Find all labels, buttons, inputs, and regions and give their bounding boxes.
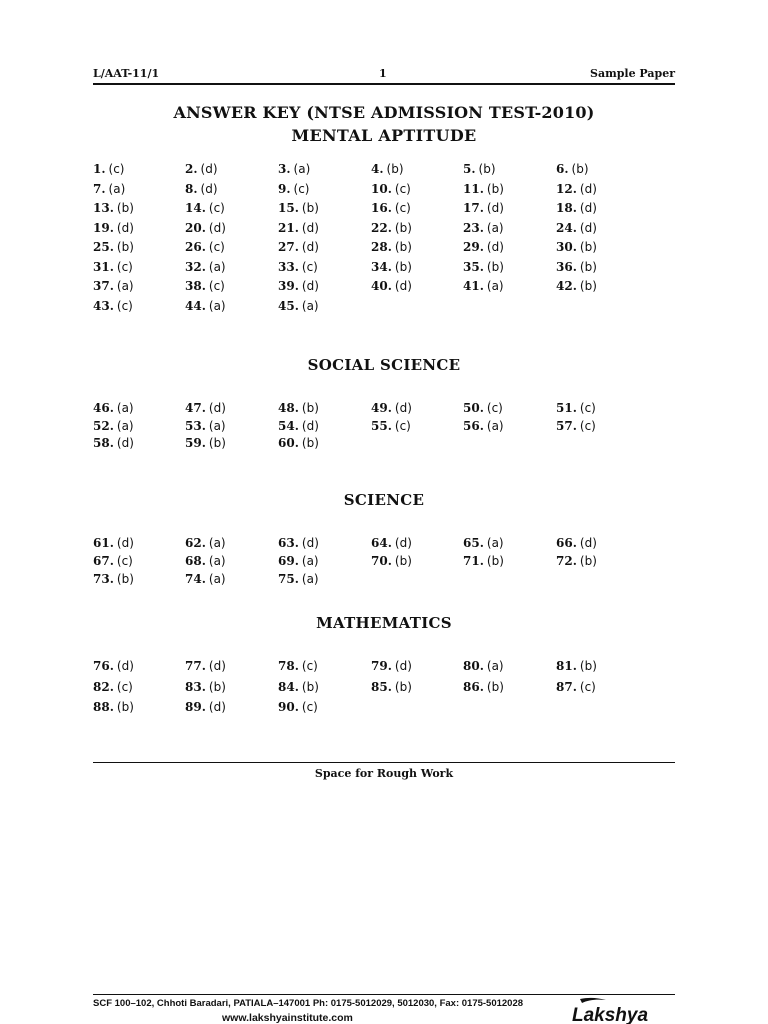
question-number: 75. (278, 572, 299, 586)
answer-item (463, 182, 504, 196)
answer-item (556, 554, 597, 568)
question-number: 30. (556, 240, 577, 254)
question-number: 9. (278, 181, 291, 196)
answer-item (278, 279, 319, 293)
answer-option: (d) (486, 201, 504, 215)
question-number: 57. (556, 418, 577, 433)
answer-option: (c) (301, 259, 318, 274)
answer-item (463, 401, 503, 415)
answer-option: (d) (301, 220, 319, 235)
answer-item (556, 659, 597, 673)
answer-item (556, 221, 597, 235)
answer-item (556, 536, 597, 550)
answer-item (371, 182, 411, 196)
answer-item (93, 419, 134, 433)
answer-item (463, 221, 504, 235)
question-number: 50. (463, 401, 484, 415)
answer-item (185, 182, 218, 196)
answer-item (278, 401, 319, 415)
section-title-mental-aptitude: MENTAL APTITUDE (291, 126, 477, 145)
question-number: 55. (371, 418, 392, 433)
section-title-science: SCIENCE (343, 491, 425, 509)
question-number: 14. (185, 201, 206, 215)
question-number: 12. (556, 181, 577, 196)
question-number: 52. (93, 418, 114, 433)
answer-item (185, 572, 226, 586)
answer-option: (b) (394, 679, 412, 694)
question-number: 24. (556, 220, 577, 235)
answer-item (185, 401, 226, 415)
answer-option: (b) (579, 659, 597, 673)
question-number: 73. (93, 572, 114, 586)
question-number: 43. (93, 298, 114, 313)
answer-option: (c) (486, 401, 503, 415)
question-number: 42. (556, 279, 577, 293)
answer-option: (d) (486, 240, 504, 254)
answer-option: (d) (394, 279, 412, 293)
question-number: 3. (278, 162, 291, 176)
answer-option: (d) (301, 240, 319, 254)
answer-item (93, 279, 134, 293)
answer-item (93, 436, 134, 450)
answer-option: (d) (394, 659, 412, 673)
answer-item (278, 162, 310, 176)
answer-item (93, 536, 134, 550)
question-number: 53. (185, 418, 206, 433)
section-title-social-science: SOCIAL SCIENCE (307, 356, 461, 374)
question-number: 4. (371, 162, 384, 176)
answer-option: (b) (394, 259, 412, 274)
answer-item (185, 554, 226, 568)
answer-item (278, 572, 319, 586)
question-number: 6. (556, 162, 569, 176)
answer-item (371, 221, 412, 235)
question-number: 13. (93, 201, 114, 215)
answer-item (185, 419, 226, 433)
answer-option: (b) (579, 259, 597, 274)
answer-item (556, 401, 596, 415)
answer-item (556, 201, 597, 215)
answer-option: (a) (116, 401, 134, 415)
answer-option: (a) (208, 536, 226, 550)
question-number: 18. (556, 201, 577, 215)
answer-item (185, 536, 226, 550)
question-number: 58. (93, 436, 114, 450)
question-number: 47. (185, 401, 206, 415)
answer-item (93, 554, 133, 568)
answer-item (93, 572, 134, 586)
question-number: 68. (185, 554, 206, 568)
answer-option: (d) (301, 418, 319, 433)
answer-option: (d) (116, 436, 134, 450)
question-number: 10. (371, 181, 392, 196)
question-number: 71. (463, 554, 484, 568)
question-number: 33. (278, 259, 299, 274)
answer-item (371, 680, 412, 694)
answer-option: (a) (486, 659, 504, 673)
question-number: 80. (463, 659, 484, 673)
answer-option: (d) (116, 220, 134, 235)
question-number: 79. (371, 659, 392, 673)
answer-item (556, 182, 597, 196)
answer-item (278, 182, 310, 196)
header-rule (93, 83, 675, 85)
answer-option: (d) (301, 536, 319, 550)
question-number: 31. (93, 259, 114, 274)
answer-option: (a) (486, 279, 504, 293)
answer-option: (c) (293, 181, 310, 196)
answer-option: (d) (116, 659, 134, 673)
answer-option: (a) (301, 554, 319, 568)
question-number: 21. (278, 220, 299, 235)
paper-type: Sample Paper (590, 67, 675, 80)
answer-item (278, 299, 319, 313)
question-number: 77. (185, 659, 206, 673)
question-number: 56. (463, 418, 484, 433)
question-number: 60. (278, 436, 299, 450)
answer-option: (b) (301, 201, 319, 215)
answer-option: (d) (208, 659, 226, 673)
answer-option: (a) (116, 418, 134, 433)
answer-item (463, 201, 504, 215)
question-number: 54. (278, 418, 299, 433)
question-number: 29. (463, 240, 484, 254)
answer-option: (c) (116, 298, 133, 313)
question-number: 48. (278, 401, 299, 415)
question-number: 19. (93, 220, 114, 235)
answer-option: (a) (208, 572, 226, 586)
answer-item (463, 536, 504, 550)
footer-address: SCF 100–102, Chhoti Baradari, PATIALA–147001 Ph: 0175-5012029, 5012030, Fax: 0175-5012028 (93, 998, 524, 1009)
answer-option: (b) (116, 572, 134, 586)
answer-option: (a) (293, 162, 311, 176)
question-number: 87. (556, 679, 577, 694)
answer-option: (c) (208, 240, 225, 254)
question-number: 27. (278, 240, 299, 254)
answer-item (278, 201, 319, 215)
answer-item (556, 162, 589, 176)
answer-item (93, 401, 134, 415)
page-header (93, 66, 675, 84)
question-number: 46. (93, 401, 114, 415)
answer-option: (c) (116, 554, 133, 568)
question-number: 28. (371, 240, 392, 254)
question-number: 36. (556, 259, 577, 274)
question-number: 89. (185, 700, 206, 714)
answer-option: (c) (394, 201, 411, 215)
answer-item (556, 260, 597, 274)
question-number: 81. (556, 659, 577, 673)
answer-option: (b) (486, 181, 504, 196)
answer-option: (b) (116, 240, 134, 254)
answer-item (278, 240, 319, 254)
answer-item (463, 162, 496, 176)
answer-option: (b) (579, 240, 597, 254)
question-number: 32. (185, 259, 206, 274)
question-number: 88. (93, 700, 114, 714)
question-number: 15. (278, 201, 299, 215)
answer-option: (a) (208, 554, 226, 568)
answer-option: (d) (394, 536, 412, 550)
answer-item (93, 700, 134, 714)
section-title-mathematics: MATHEMATICS (316, 614, 452, 632)
answer-item (556, 419, 596, 433)
question-number: 20. (185, 220, 206, 235)
question-number: 39. (278, 279, 299, 293)
question-number: 64. (371, 536, 392, 550)
question-number: 44. (185, 298, 206, 313)
answer-option: (a) (208, 259, 226, 274)
answer-item (371, 554, 412, 568)
answer-item (371, 279, 412, 293)
answer-item (556, 240, 597, 254)
answer-item (278, 221, 319, 235)
answer-option: (d) (208, 401, 226, 415)
question-number: 34. (371, 259, 392, 274)
answer-item (185, 279, 225, 293)
answer-item (371, 201, 411, 215)
question-number: 25. (93, 240, 114, 254)
answer-option: (b) (486, 679, 504, 694)
answer-item (278, 436, 319, 450)
answer-item (371, 260, 412, 274)
question-number: 51. (556, 401, 577, 415)
question-number: 69. (278, 554, 299, 568)
answer-item (93, 221, 134, 235)
question-number: 74. (185, 572, 206, 586)
answer-item (185, 240, 225, 254)
answer-option: (a) (486, 220, 504, 235)
question-number: 66. (556, 536, 577, 550)
answer-item (185, 201, 225, 215)
answer-option: (b) (116, 700, 134, 714)
answer-item (371, 401, 412, 415)
question-number: 84. (278, 679, 299, 694)
answer-option: (c) (394, 418, 411, 433)
lakshya-logo (568, 997, 678, 1024)
answer-item (185, 659, 226, 673)
logo-text: Lakshya (572, 1005, 649, 1024)
question-number: 38. (185, 279, 206, 293)
question-number: 70. (371, 554, 392, 568)
question-number: 17. (463, 201, 484, 215)
answer-item (278, 700, 318, 714)
question-number: 37. (93, 279, 114, 293)
answer-item (463, 279, 504, 293)
question-number: 78. (278, 659, 299, 673)
answer-item (93, 162, 125, 176)
question-number: 49. (371, 401, 392, 415)
answer-option: (b) (394, 220, 412, 235)
answer-option: (d) (579, 201, 597, 215)
question-number: 5. (463, 162, 476, 176)
question-number: 63. (278, 536, 299, 550)
answer-option: (c) (208, 279, 225, 293)
answer-option: (d) (301, 279, 319, 293)
answer-item (278, 680, 319, 694)
question-number: 76. (93, 659, 114, 673)
rough-work-label: Space for Rough Work (314, 767, 454, 780)
answer-option: (c) (579, 401, 596, 415)
answer-option: (c) (116, 679, 133, 694)
answer-item (93, 680, 133, 694)
answer-option: (c) (108, 162, 125, 176)
question-number: 2. (185, 162, 198, 176)
answer-option: (b) (579, 554, 597, 568)
page-title: ANSWER KEY (NTSE ADMISSION TEST-2010) (173, 103, 595, 122)
answer-option: (a) (208, 298, 226, 313)
question-number: 8. (185, 181, 198, 196)
question-number: 72. (556, 554, 577, 568)
answer-item (556, 279, 597, 293)
answer-option: (c) (579, 679, 596, 694)
footer-website: www.lakshyainstitute.com (222, 1012, 353, 1024)
answer-item (278, 554, 319, 568)
answer-option: (b) (301, 401, 319, 415)
question-number: 83. (185, 679, 206, 694)
question-number: 35. (463, 259, 484, 274)
question-number: 7. (93, 181, 106, 196)
question-number: 22. (371, 220, 392, 235)
answer-option: (b) (571, 162, 589, 176)
answer-item (278, 659, 318, 673)
answer-option: (a) (486, 536, 504, 550)
answer-option: (a) (301, 572, 319, 586)
answer-option: (d) (579, 536, 597, 550)
answer-option: (a) (108, 181, 126, 196)
answer-option: (d) (394, 401, 412, 415)
answer-option: (c) (208, 201, 225, 215)
question-number: 61. (93, 536, 114, 550)
answer-option: (c) (301, 700, 318, 714)
answer-option: (b) (478, 162, 496, 176)
answer-option: (a) (208, 418, 226, 433)
answer-option: (d) (579, 181, 597, 196)
question-number: 59. (185, 436, 206, 450)
answer-option: (b) (301, 679, 319, 694)
answer-item (93, 659, 134, 673)
answer-item (463, 240, 504, 254)
answer-item (463, 260, 504, 274)
answer-option: (b) (208, 436, 226, 450)
answer-option: (b) (394, 554, 412, 568)
question-number: 85. (371, 679, 392, 694)
answer-item (185, 299, 226, 313)
answer-item (93, 182, 125, 196)
question-number: 86. (463, 679, 484, 694)
question-number: 41. (463, 279, 484, 293)
answer-item (185, 162, 218, 176)
question-number: 16. (371, 201, 392, 215)
answer-item (93, 299, 133, 313)
answer-item (185, 700, 226, 714)
question-number: 65. (463, 536, 484, 550)
answer-item (463, 659, 504, 673)
answer-item (463, 680, 504, 694)
answer-option: (b) (386, 162, 404, 176)
answer-item (93, 240, 134, 254)
answer-item (371, 162, 404, 176)
answer-item (371, 240, 412, 254)
answer-item (278, 260, 318, 274)
answer-option: (c) (394, 181, 411, 196)
answer-option: (d) (208, 220, 226, 235)
answer-option: (c) (579, 418, 596, 433)
answer-option: (b) (486, 554, 504, 568)
answer-option: (b) (579, 279, 597, 293)
answer-item (371, 419, 411, 433)
answer-item (463, 554, 504, 568)
answer-item (93, 260, 133, 274)
question-number: 26. (185, 240, 206, 254)
answer-option: (d) (579, 220, 597, 235)
footer-rule (93, 994, 675, 995)
answer-option: (d) (208, 700, 226, 714)
question-number: 1. (93, 162, 106, 176)
question-number: 82. (93, 679, 114, 694)
answer-item (185, 260, 226, 274)
rough-work-rule (93, 762, 675, 763)
answer-item (185, 436, 226, 450)
answer-option: (b) (486, 259, 504, 274)
answer-option: (d) (200, 162, 218, 176)
answer-item (371, 659, 412, 673)
answer-item (93, 201, 134, 215)
answer-option: (a) (116, 279, 134, 293)
answer-item (185, 680, 226, 694)
answer-option: (b) (301, 436, 319, 450)
answer-item (278, 536, 319, 550)
question-number: 45. (278, 298, 299, 313)
question-number: 23. (463, 220, 484, 235)
answer-option: (b) (116, 201, 134, 215)
answer-item (463, 419, 504, 433)
answer-option: (c) (301, 659, 318, 673)
answer-option: (b) (208, 679, 226, 694)
answer-item (371, 536, 412, 550)
answer-option: (c) (116, 259, 133, 274)
answer-item (185, 221, 226, 235)
question-number: 67. (93, 554, 114, 568)
question-number: 62. (185, 536, 206, 550)
document-code: L/AAT-11/1 (93, 67, 160, 80)
answer-item (556, 680, 596, 694)
question-number: 90. (278, 700, 299, 714)
answer-option: (a) (301, 298, 319, 313)
answer-option: (d) (200, 181, 218, 196)
answer-option: (d) (116, 536, 134, 550)
answer-item (278, 419, 319, 433)
page-number: 1 (379, 67, 387, 80)
question-number: 11. (463, 181, 484, 196)
answer-option: (a) (486, 418, 504, 433)
answer-option: (b) (394, 240, 412, 254)
question-number: 40. (371, 279, 392, 293)
